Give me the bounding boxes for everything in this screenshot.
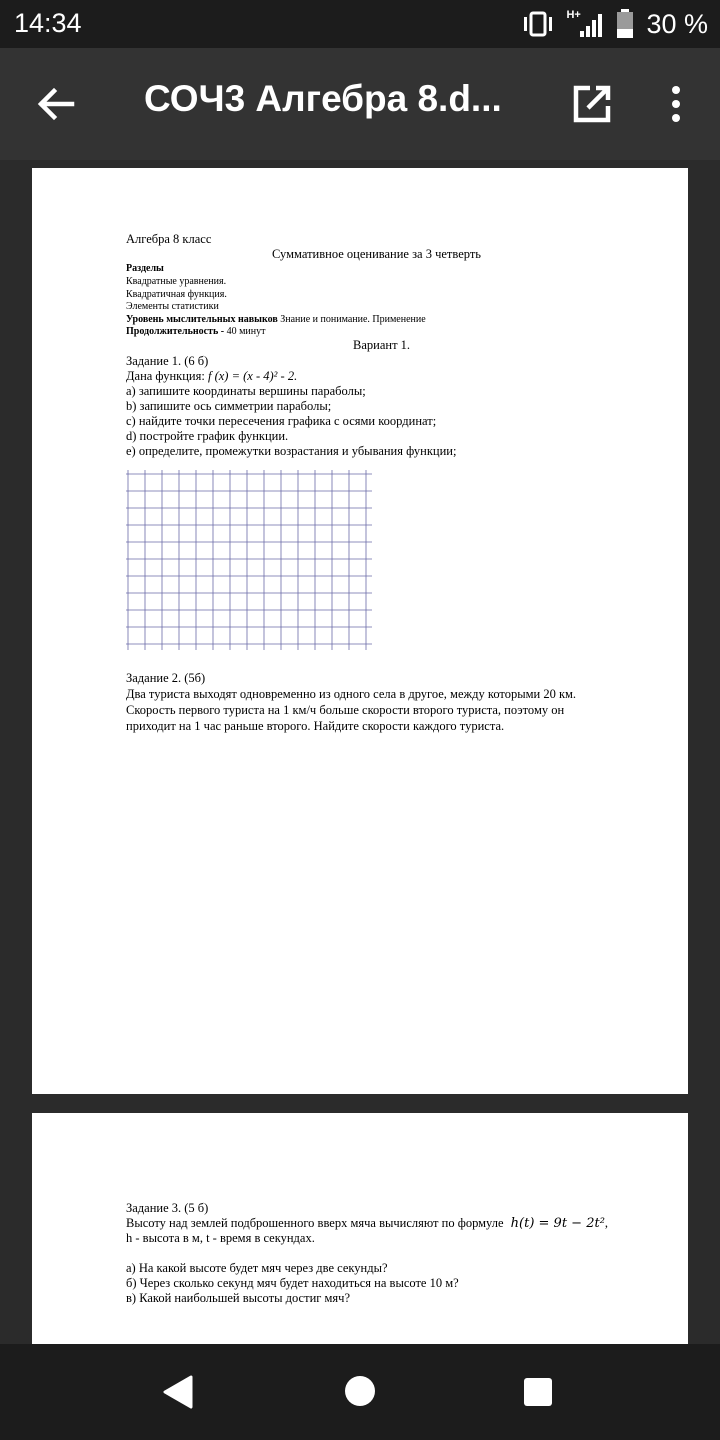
nav-recents-icon[interactable] xyxy=(522,1376,554,1408)
status-bar xyxy=(0,0,720,48)
document-viewer[interactable] xyxy=(0,160,720,1360)
back-arrow-icon[interactable] xyxy=(32,80,80,128)
network-type: H+ xyxy=(566,9,581,21)
task1-item: d) постройте график функции. xyxy=(126,429,289,443)
page-heading: Суммативное оценивание за 3 четверть xyxy=(272,247,482,261)
document-title: СОЧ3 Алгебра 8.d... xyxy=(144,78,502,119)
status-icons xyxy=(520,8,708,40)
section-item: Квадратичная функция. xyxy=(126,289,227,300)
function-formula: f (x) = (x - 4)² - 2. xyxy=(207,369,298,383)
task1-item: a) запишите координаты вершины параболы; xyxy=(126,384,366,398)
nav-back-icon[interactable] xyxy=(160,1374,196,1410)
subject-line: Алгебра 8 класс xyxy=(126,232,212,246)
app-bar xyxy=(0,48,720,160)
duration-label: Продолжительность - xyxy=(126,326,225,337)
task3-title: Задание 3. (5 б) xyxy=(126,1201,209,1215)
nav-home-icon[interactable] xyxy=(343,1374,377,1408)
task1-item: c) найдите точки пересечения графика с осями координат; xyxy=(126,414,437,428)
task2-line: Скорость первого туриста на 1 км/ч больше скорости второго туриста, поэтому он xyxy=(126,703,565,717)
task1-title: Задание 1. (6 б) xyxy=(126,354,209,368)
system-nav-bar xyxy=(0,1344,720,1440)
status-time: 14:34 xyxy=(14,8,82,38)
task3-line1 xyxy=(126,1216,608,1231)
graph-grid xyxy=(126,470,372,650)
document-page-1 xyxy=(32,168,688,1094)
function-prefix: Дана функция: xyxy=(126,369,208,383)
task3-comma: , xyxy=(604,1216,609,1230)
task1-function xyxy=(126,369,297,384)
variant-label: Вариант 1. xyxy=(353,338,411,352)
task3-line2: h - высота в м, t - время в секундах. xyxy=(126,1231,315,1245)
task3-item: б) Через сколько секунд мяч будет находиться на высоте 10 м? xyxy=(126,1276,459,1290)
duration-value: 40 минут xyxy=(226,326,266,337)
duration-line xyxy=(126,326,266,338)
skills-value: Знание и понимание. Применение xyxy=(280,314,426,325)
task1-item: b) запишите ось симметрии параболы; xyxy=(126,399,332,413)
skills-label: Уровень мыслительных навыков xyxy=(126,314,278,325)
document-page-2 xyxy=(32,1113,688,1344)
task1-item: e) определите, промежутки возрастания и убывания функции; xyxy=(126,444,457,458)
signal-icon xyxy=(566,9,606,39)
battery-icon xyxy=(616,9,634,39)
task2-line: приходит на 1 час раньше второго. Найдите скорости каждого туриста. xyxy=(126,719,505,733)
more-vert-icon[interactable] xyxy=(662,82,690,126)
task3-text: Высоту над землей подброшенного вверх мяча вычисляют по формуле xyxy=(126,1216,504,1230)
task2-line: Два туриста выходят одновременно из одного села в другое, между которыми 20 км. xyxy=(126,687,577,701)
sections-label: Разделы xyxy=(126,263,164,274)
task2-title: Задание 2. (5б) xyxy=(126,671,206,685)
battery-percent: 30 % xyxy=(646,8,708,39)
section-item: Элементы статистики xyxy=(126,301,219,312)
task3-item: а) На какой высоте будет мяч через две секунды? xyxy=(126,1261,388,1275)
task3-item: в) Какой наибольшей высоты достиг мяч? xyxy=(126,1291,350,1305)
open-external-icon[interactable] xyxy=(570,82,614,126)
vibrate-icon xyxy=(520,10,556,38)
skills-line xyxy=(126,314,426,326)
section-item: Квадратные уравнения. xyxy=(126,276,227,287)
task3-formula: h(t) = 9t − 2t² xyxy=(510,1216,605,1231)
